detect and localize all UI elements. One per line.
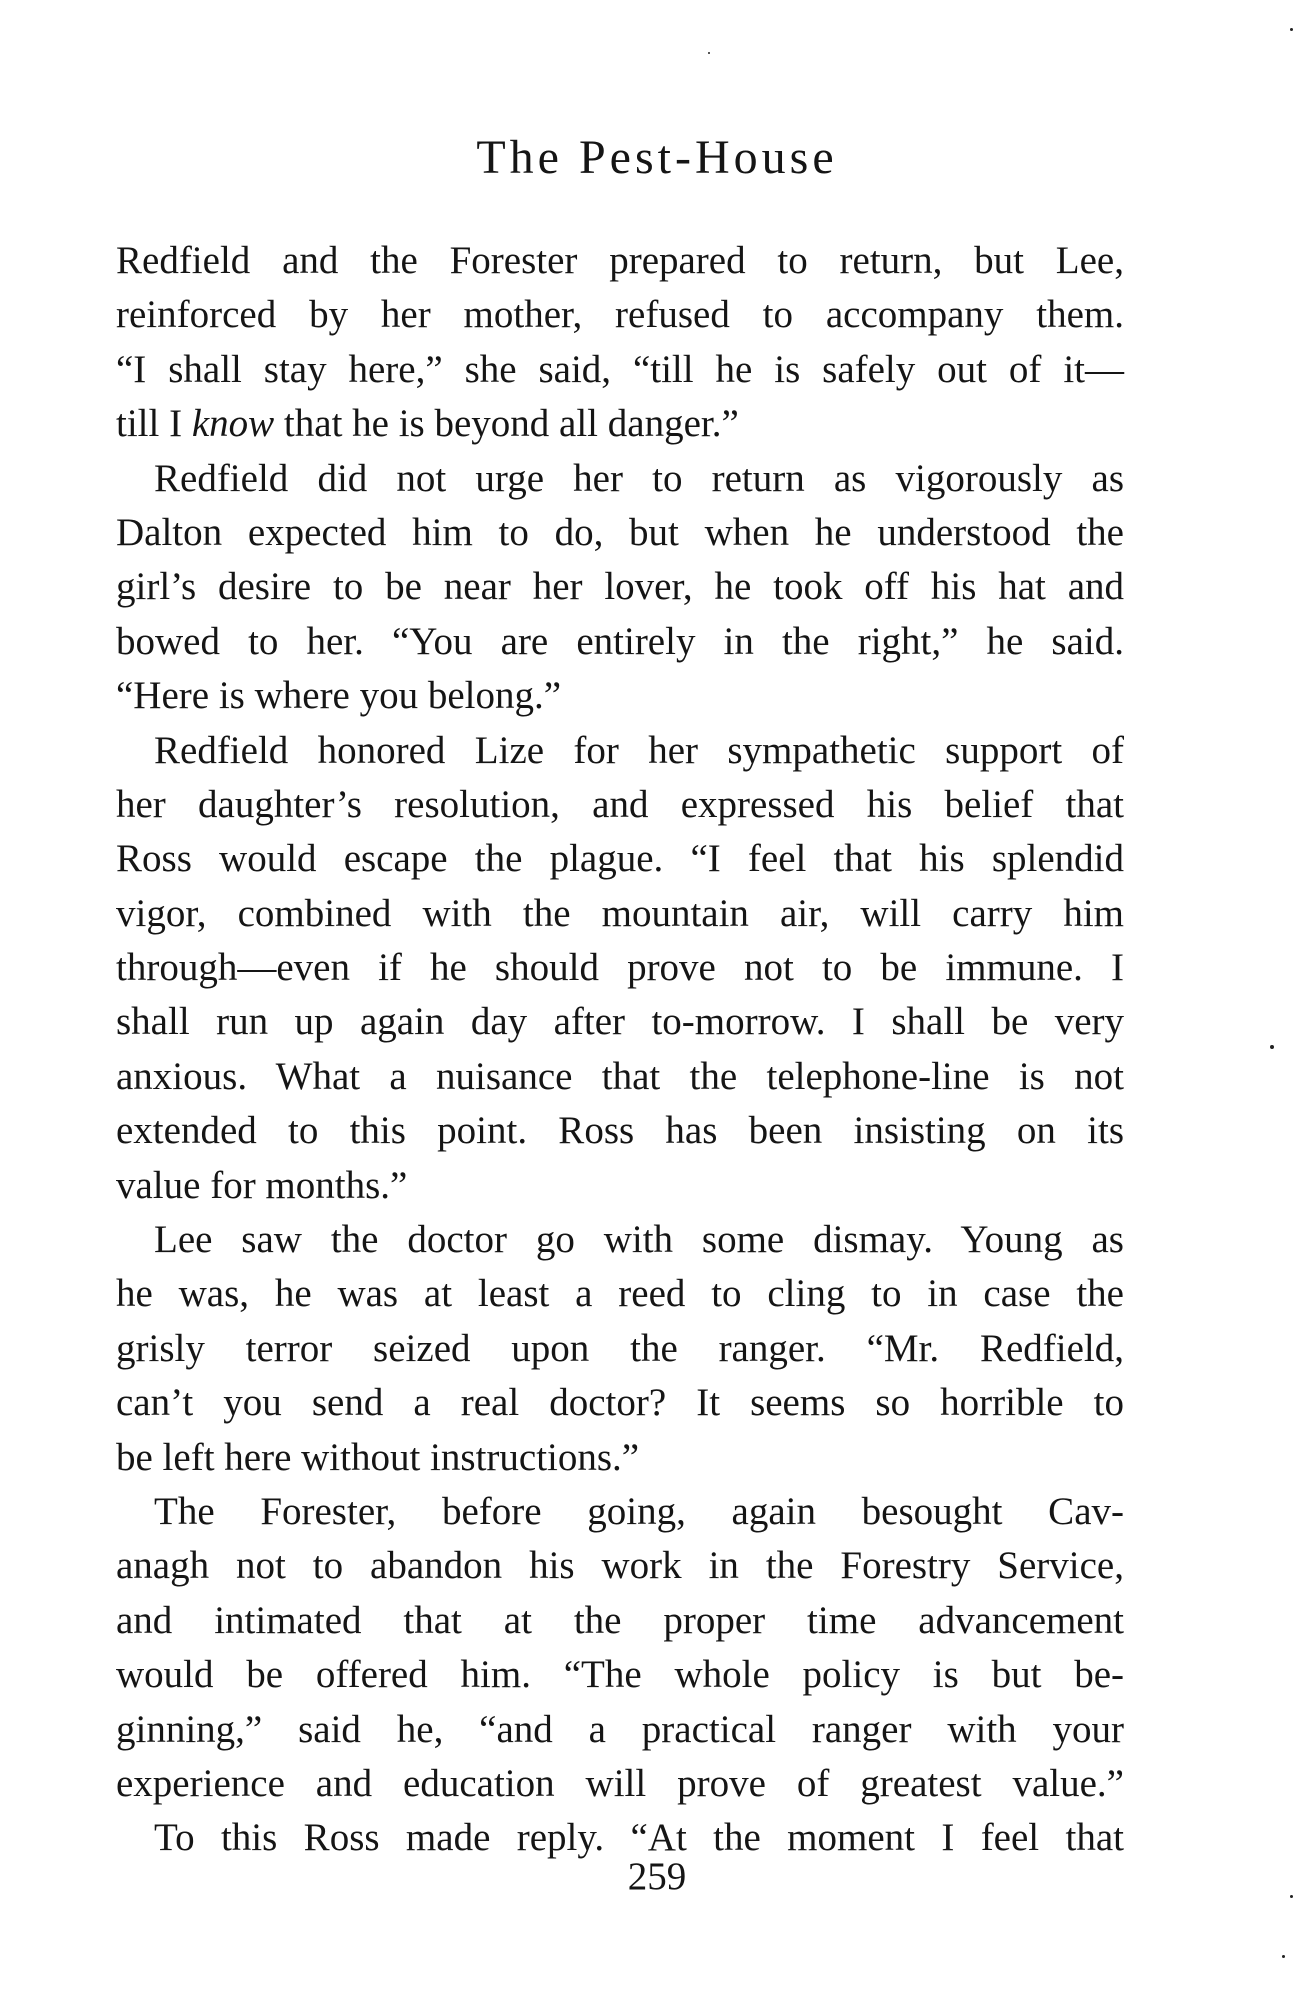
text-line: Redfield did not urge her to return as vigorously as [154,456,1124,500]
text-line: grisly terror seized upon the ranger. “Mr. Redfield, [116,1326,1124,1370]
text-line: would be offered him. “The whole policy is but be- [116,1653,1124,1697]
text-line: The Forester, before going, again besought Cav- [154,1489,1124,1533]
body-text [116,234,1124,1866]
text-line: “Here is where you belong.” [116,674,562,718]
page-number: 259 [627,1855,687,1898]
text-line: extended to this point. Ross has been insisting on its [116,1109,1124,1153]
text-line: anxious. What a nuisance that the telephone-line is not [116,1054,1124,1098]
text-line: Redfield honored Lize for her sympathetic support of [154,728,1124,772]
text-line: girl’s desire to be near her lover, he took off his hat and [116,565,1124,609]
scan-speck [1290,1895,1293,1898]
text-line: can’t you send a real doctor? It seems so horrible to [116,1381,1124,1425]
scan-speck [1290,28,1293,31]
scan-speck [1282,1955,1285,1958]
text-line: bowed to her. “You are entirely in the right,” he said. [116,619,1124,663]
text-line: reinforced by her mother, refused to accompany them. [116,293,1124,337]
text-line: Redfield and the Forester prepared to return, but Lee, [116,239,1124,282]
text-line: be left here without instructions.” [116,1435,640,1479]
text-line: value for months.” [116,1163,408,1207]
text-line: till I know that he is beyond all danger.” [116,402,739,446]
text-line: through—even if he should prove not to be immune. I [116,946,1124,990]
text-line: “I shall stay here,” she said, “till he is safely out of it— [116,347,1124,391]
scan-speck [1270,1045,1274,1049]
text-line: vigor, combined with the mountain air, will carry him [116,891,1124,935]
running-head-title: The Pest-House [476,131,838,184]
scan-speck [708,52,710,54]
text-line: her daughter’s resolution, and expressed his belief that [116,782,1124,826]
text-line: Dalton expected him to do, but when he understood the [116,510,1124,554]
text-line: and intimated that at the proper time advancement [116,1598,1124,1642]
text-line: experience and education will prove of greatest value.” [116,1761,1124,1805]
text-line: ginning,” said he, “and a practical ranger with your [116,1707,1124,1751]
emphasis-word: know [191,402,275,446]
text-line: Ross would escape the plague. “I feel that his splendid [116,837,1124,881]
text-line: Lee saw the doctor go with some dismay. Young as [154,1218,1124,1262]
text-line: To this Ross made reply. “At the moment I feel that [154,1816,1124,1860]
text-line: he was, he was at least a reed to cling to in case the [116,1272,1124,1316]
text-line: shall run up again day after to-morrow. I shall be very [116,1000,1124,1044]
text-line: anagh not to abandon his work in the Forestry Service, [116,1544,1124,1588]
